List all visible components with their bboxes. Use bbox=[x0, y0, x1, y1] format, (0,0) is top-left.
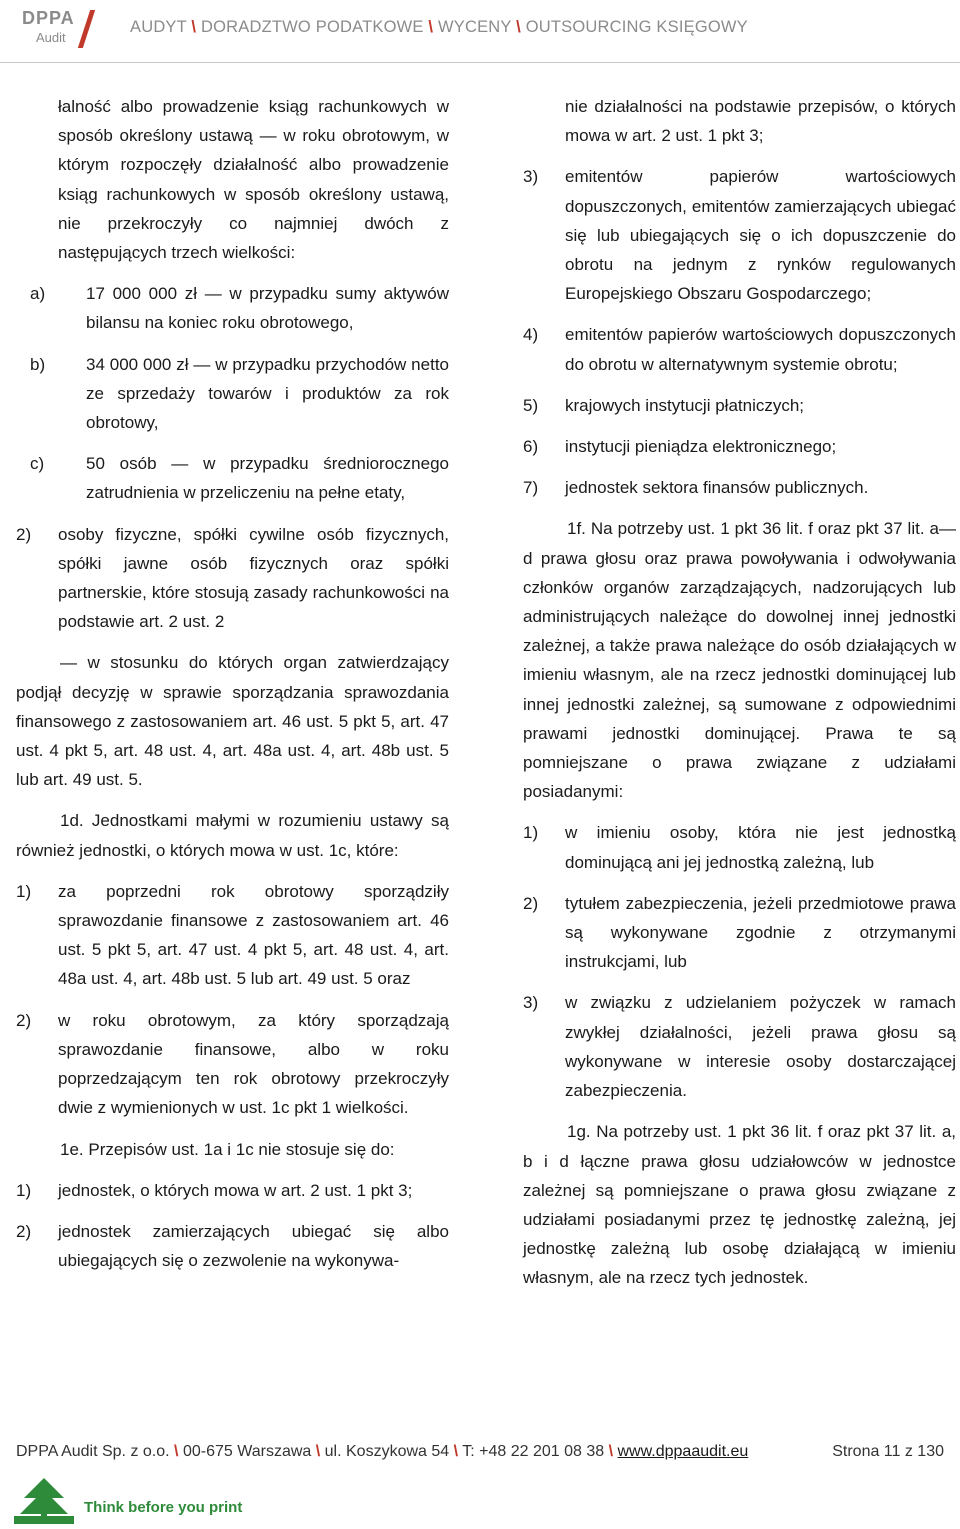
item-text: jednostek zamierzających ubiegać się albo ubiegających się o zezwolenie na wykonywa- bbox=[58, 1221, 449, 1271]
item-number: 6) bbox=[523, 437, 539, 457]
item-text: w imieniu osoby, która nie jest jednostką dominującą ani jej jednostką zależną, lub bbox=[565, 823, 956, 872]
footer-contact bbox=[16, 1443, 748, 1461]
service-outsourcing: OUTSOURCING KSIĘGOWY bbox=[525, 18, 748, 36]
item-text: jednostek sektora finansów publicznych. bbox=[565, 478, 869, 498]
list-item bbox=[523, 988, 956, 1105]
separator: \ bbox=[174, 1443, 179, 1460]
item-text: osoby fizyczne, spółki cywilne osób fizycznych, spółki jawne osób fizycznych oraz spółki partnerskie, które stosują zasady rachunkowości na podstawie art. 2 ust. 2 bbox=[58, 524, 449, 632]
list-item bbox=[16, 520, 449, 637]
list-item bbox=[523, 162, 956, 308]
item-text: za poprzedni rok obrotowy sporządziły sprawozdanie finansowe z zastosowaniem art. 46 ust. 5 pkt 5, art. 47 ust. 4 pkt 5, art. 48 ust. 4, art. 48a ust. 4, art. 48b ust. 5 lub art. 49 ust. 5 oraz bbox=[58, 881, 449, 989]
logo-slash-mark bbox=[78, 10, 95, 48]
item-number: c) bbox=[30, 454, 45, 474]
page-number: Strona 11 z 130 bbox=[832, 1443, 944, 1460]
paragraph: 1d. Jednostkami małymi w rozumieniu ustawy są również jednostki, o których mowa w ust. 1c, które: bbox=[16, 811, 449, 860]
list-item bbox=[30, 350, 449, 438]
item-text: emitentów papierów wartościowych dopuszczonych do obrotu w alternatywnym systemie obrotu; bbox=[565, 325, 956, 374]
list-item bbox=[16, 1006, 449, 1123]
item-number: 4) bbox=[523, 325, 539, 345]
separator: \ bbox=[428, 18, 434, 36]
header-services bbox=[130, 18, 748, 37]
item-number: 3) bbox=[523, 993, 539, 1013]
item-text: krajowych instytucji płatniczych; bbox=[565, 395, 805, 415]
item-number: 7) bbox=[523, 478, 539, 498]
footer-company: DPPA Audit Sp. z o.o. bbox=[16, 1443, 170, 1460]
list-item bbox=[523, 320, 956, 378]
print-tagline: Think before you print bbox=[84, 1499, 243, 1516]
item-text: jednostek, o których mowa w art. 2 ust. 1 pkt 3; bbox=[58, 1180, 413, 1200]
tree-icon bbox=[14, 1476, 74, 1526]
item-number: a) bbox=[30, 284, 46, 304]
separator: \ bbox=[315, 1443, 321, 1460]
footer-address: 00-675 Warszawa bbox=[182, 1443, 312, 1460]
item-text: 17 000 000 zł — w przypadku sumy aktywów bilansu na koniec roku obrotowego, bbox=[86, 284, 449, 333]
item-number: 2) bbox=[16, 1010, 32, 1030]
paragraph: — w stosunku do których organ zatwierdzający podjął decyzję w sprawie sporządzania sprawozdania finansowego z zastosowaniem art. 46 ust. 5 pkt 5, art. 47 ust. 4 pkt 5, art. 48 ust. 4, art. 48a ust. 4, art. 48b ust. 5 lub art. 49 ust. 5. bbox=[16, 653, 449, 790]
footer-street: ul. Koszykowa 54 bbox=[324, 1443, 450, 1460]
paragraph: 1g. Na potrzeby ust. 1 pkt 36 lit. f oraz pkt 37 lit. a, b i d łączne prawa głosu udziałowców w jednostce zależnej są pomniejszane o prawa głosu związane z udziałami posiadanymi przez tę jednostkę zależną, jej jednostkę zależną lub osobę działającą w imieniu własnym, ale na rzecz tych jednostek. bbox=[523, 1122, 956, 1288]
item-number: 1) bbox=[523, 823, 539, 843]
separator: \ bbox=[516, 18, 521, 36]
list-item bbox=[523, 473, 956, 502]
footer-phone: T: +48 22 201 08 38 bbox=[462, 1443, 605, 1460]
list-item bbox=[523, 889, 956, 977]
item-text: tytułem zabezpieczenia, jeżeli przedmiotowe prawa są wykonywane zgodnie z otrzymanymi instrukcjami, lub bbox=[565, 893, 956, 972]
item-number: 2) bbox=[523, 893, 539, 913]
logo-main-text: DPPA bbox=[22, 8, 75, 28]
item-number: 2) bbox=[16, 524, 32, 544]
separator: \ bbox=[191, 18, 197, 36]
list-item bbox=[16, 877, 449, 994]
paragraph: 1e. Przepisów ust. 1a i 1c nie stosuje się do: bbox=[60, 1139, 395, 1159]
logo-sub-text: Audit bbox=[36, 30, 66, 45]
list-item bbox=[16, 1176, 449, 1205]
dppa-logo bbox=[22, 8, 102, 52]
item-number: b) bbox=[30, 354, 46, 374]
separator: \ bbox=[453, 1443, 459, 1460]
item-number: 2) bbox=[16, 1221, 32, 1241]
item-text: 34 000 000 zł — w przypadku przychodów netto ze sprzedaży towarów i produktów za rok obrotowy, bbox=[86, 354, 449, 433]
footer-website-link[interactable]: www.dppaaudit.eu bbox=[617, 1443, 749, 1460]
item-number: 3) bbox=[523, 167, 539, 187]
service-doradztwo: DORADZTWO PODATKOWE bbox=[201, 18, 424, 36]
separator: \ bbox=[608, 1443, 614, 1460]
paragraph: 1f. Na potrzeby ust. 1 pkt 36 lit. f oraz pkt 37 lit. a—d prawa głosu oraz prawa powoływania i odwoływania członków organów zarządzających, nadzorujących lub administrujących należące do dowolnej innej jednostki zależnej, a także prawa należące do osób działających w imieniu własnym, ale na rzecz jednostki dominującej lub innej jednostki zależnej, są sumowane z odpowiednimi prawami jednostki dominującej. Prawa te są pomniejszane o prawa związane z udziałami posiadanymi: bbox=[523, 519, 956, 802]
item-text: 50 osób — w przypadku średniorocznego zatrudnienia w przeliczeniu na pełne etaty, bbox=[86, 454, 449, 503]
item-number: 1) bbox=[16, 1180, 32, 1200]
paragraph: nie działalności na podstawie przepisów, o których mowa w art. 2 ust. 1 pkt 3; bbox=[565, 97, 956, 146]
item-number: 1) bbox=[16, 881, 32, 901]
item-text: emitentów papierów wartościowych dopuszczonych, emitentów zamierzających ubiegać się lub ubiegających się o ich dopuszczenie do obrotu na jednym z rynków regulowanych Europejskiego Obszaru Gospodarczego; bbox=[565, 167, 956, 304]
page-header bbox=[0, 0, 960, 63]
list-item bbox=[523, 818, 956, 876]
item-number: 5) bbox=[523, 395, 539, 415]
right-column bbox=[523, 92, 956, 1305]
service-audyt: AUDYT bbox=[130, 18, 187, 36]
list-item bbox=[523, 391, 956, 420]
item-text: w związku z udzielaniem pożyczek w ramach zwykłej działalności, jeżeli prawa głosu są wykonywane w interesie osoby dostarczającej zabezpieczenia. bbox=[565, 993, 956, 1101]
list-item bbox=[523, 432, 956, 461]
list-item bbox=[30, 279, 449, 337]
item-text: instytucji pieniądza elektronicznego; bbox=[565, 437, 837, 457]
paragraph: łalność albo prowadzenie ksiąg rachunkowych w sposób określony ustawą — w roku obrotowym, w którym rozpoczęły działalność albo prowadzenie ksiąg rachunkowych w sposób określony ustawą, nie przekroczyły co najmniej dwóch z następujących trzech wielkości: bbox=[58, 97, 449, 263]
list-item bbox=[16, 1217, 449, 1275]
left-column bbox=[16, 92, 449, 1287]
item-text: w roku obrotowym, za który sporządzają sprawozdanie finansowe, albo w roku poprzedzającym ten rok obrotowy przekroczyły dwie z wymienionych w ust. 1c pkt 1 wielkości. bbox=[58, 1010, 449, 1118]
service-wyceny: WYCENY bbox=[437, 18, 512, 36]
list-item bbox=[30, 449, 449, 507]
